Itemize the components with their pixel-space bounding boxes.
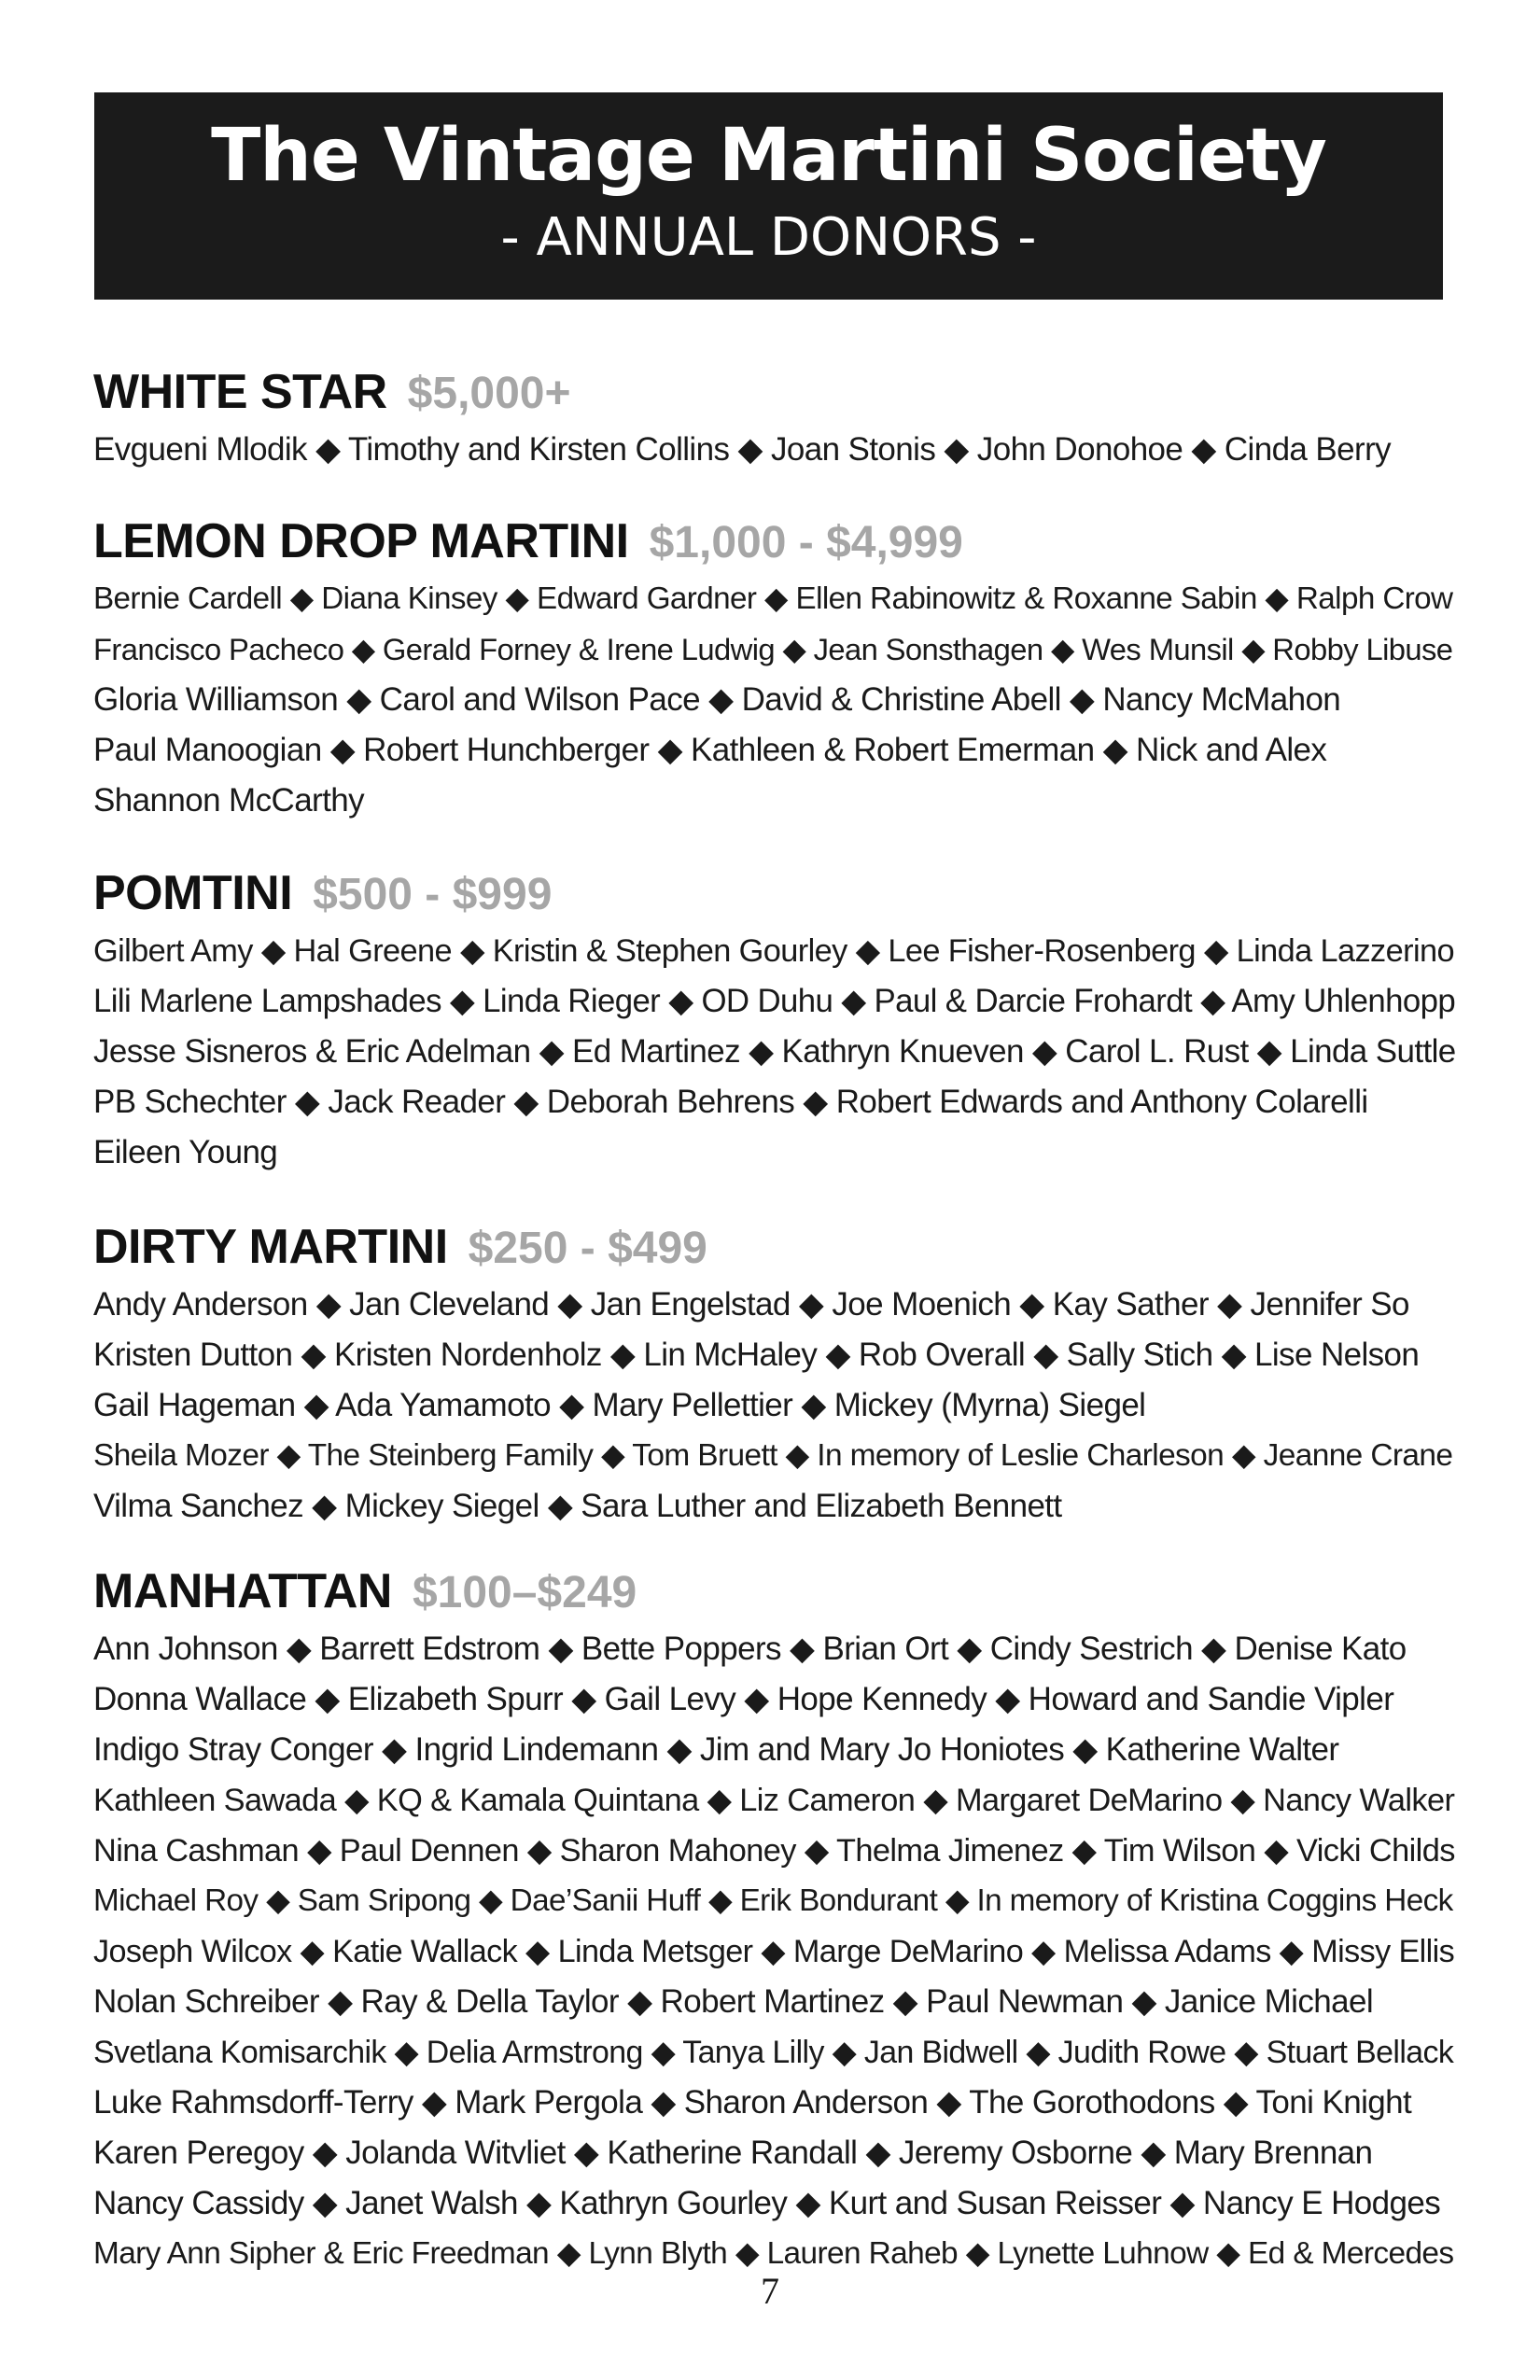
section-heading bbox=[93, 359, 1456, 425]
page-header bbox=[94, 92, 1443, 300]
donor-line: Kristen Dutton ◆ Kristen Nordenholz ◆ Lin McHaley ◆ Rob Overall ◆ Sally Stich ◆ Lise Nelson bbox=[93, 1337, 1420, 1373]
donor-line: Michael Roy ◆ Sam Sripong ◆ Dae’Sanii Huff ◆ Erik Bondurant ◆ In memory of Kristina Coggins Heck bbox=[93, 1883, 1453, 1918]
donor-line: Bernie Cardell ◆ Diana Kinsey ◆ Edward Gardner ◆ Ellen Rabinowitz & Roxanne Sabin ◆ Ralph Crow bbox=[93, 581, 1453, 616]
donor-line: Joseph Wilcox ◆ Katie Wallack ◆ Linda Metsger ◆ Marge DeMarino ◆ Melissa Adams ◆ Missy Ellis bbox=[93, 1934, 1455, 1969]
section-heading bbox=[93, 861, 1456, 926]
donor-line: Nina Cashman ◆ Paul Dennen ◆ Sharon Mahoney ◆ Thelma Jimenez ◆ Tim Wilson ◆ Vicki Childs bbox=[93, 1833, 1455, 1869]
tier-range: $250 - $499 bbox=[468, 1224, 707, 1273]
donor-line: Gloria Williamson ◆ Carol and Wilson Pace ◆ David & Christine Abell ◆ Nancy McMahon bbox=[93, 681, 1341, 718]
section-pomtini bbox=[93, 861, 1456, 1178]
tier-range: $100–$249 bbox=[412, 1568, 637, 1617]
donor-line: Nancy Cassidy ◆ Janet Walsh ◆ Kathryn Gourley ◆ Kurt and Susan Reisser ◆ Nancy E Hodges bbox=[93, 2185, 1441, 2221]
donor-line: PB Schechter ◆ Jack Reader ◆ Deborah Behrens ◆ Robert Edwards and Anthony Colarelli bbox=[93, 1084, 1368, 1120]
page-subtitle: - ANNUAL DONORS - bbox=[500, 207, 1037, 268]
donor-line: Svetlana Komisarchik ◆ Delia Armstrong ◆ Tanya Lilly ◆ Jan Bidwell ◆ Judith Rowe ◆ Stuart Bellack bbox=[93, 2035, 1454, 2070]
tier-name: POMTINI bbox=[93, 866, 293, 920]
donor-line: Lili Marlene Lampshades ◆ Linda Rieger ◆ OD Duhu ◆ Paul & Darcie Frohardt ◆ Amy Uhlenhopp bbox=[93, 984, 1456, 1019]
tier-range: $1,000 - $4,999 bbox=[649, 518, 963, 567]
donor-line: Gail Hageman ◆ Ada Yamamoto ◆ Mary Pellettier ◆ Mickey (Myrna) Siegel bbox=[93, 1387, 1146, 1423]
donor-line: Ann Johnson ◆ Barrett Edstrom ◆ Bette Poppers ◆ Brian Ort ◆ Cindy Sestrich ◆ Denise Kato bbox=[93, 1631, 1407, 1667]
tier-name: MANHATTAN bbox=[93, 1564, 392, 1618]
donor-line: Kathleen Sawada ◆ KQ & Kamala Quintana ◆ Liz Cameron ◆ Margaret DeMarino ◆ Nancy Walker bbox=[93, 1783, 1455, 1818]
donor-line: Luke Rahmsdorff-Terry ◆ Mark Pergola ◆ Sharon Anderson ◆ The Gorothodons ◆ Toni Knight bbox=[93, 2084, 1412, 2121]
donor-line: Eileen Young bbox=[93, 1134, 278, 1170]
section-heading bbox=[93, 1214, 1456, 1280]
donor-line: Mary Ann Sipher & Eric Freedman ◆ Lynn Blyth ◆ Lauren Raheb ◆ Lynette Luhnow ◆ Ed & Mercedes bbox=[93, 2236, 1454, 2271]
donor-line: Andy Anderson ◆ Jan Cleveland ◆ Jan Engelstad ◆ Joe Moenich ◆ Kay Sather ◆ Jennifer So bbox=[93, 1286, 1409, 1323]
donor-line: Karen Peregoy ◆ Jolanda Witvliet ◆ Katherine Randall ◆ Jeremy Osborne ◆ Mary Brennan bbox=[93, 2135, 1373, 2171]
tier-name: WHITE STAR bbox=[93, 365, 387, 419]
donor-line: Gilbert Amy ◆ Hal Greene ◆ Kristin & Stephen Gourley ◆ Lee Fisher-Rosenberg ◆ Linda Lazzerino bbox=[93, 933, 1454, 969]
tier-range: $500 - $999 bbox=[313, 870, 553, 919]
donor-line: Sheila Mozer ◆ The Steinberg Family ◆ Tom Bruett ◆ In memory of Leslie Charleson ◆ Jeanne Crane bbox=[93, 1438, 1453, 1473]
donor-line: Evgueni Mlodik ◆ Timothy and Kirsten Collins ◆ Joan Stonis ◆ John Donohoe ◆ Cinda Berry bbox=[93, 431, 1392, 468]
donor-line: Vilma Sanchez ◆ Mickey Siegel ◆ Sara Luther and Elizabeth Bennett bbox=[93, 1488, 1062, 1524]
page-title: The Vintage Martini Society bbox=[211, 114, 1326, 198]
donor-line: Donna Wallace ◆ Elizabeth Spurr ◆ Gail Levy ◆ Hope Kennedy ◆ Howard and Sandie Vipler bbox=[93, 1681, 1394, 1717]
section-lemon-drop-martini bbox=[93, 509, 1456, 826]
page-number: 7 bbox=[761, 2270, 779, 2312]
section-heading bbox=[93, 509, 1456, 574]
donor-line: Nolan Schreiber ◆ Ray & Della Taylor ◆ Robert Martinez ◆ Paul Newman ◆ Janice Michael bbox=[93, 1983, 1374, 2020]
section-manhattan bbox=[93, 1559, 1456, 2279]
donor-line: Paul Manoogian ◆ Robert Hunchberger ◆ Kathleen & Robert Emerman ◆ Nick and Alex bbox=[93, 732, 1327, 768]
section-white-star bbox=[93, 359, 1456, 475]
tier-name: LEMON DROP MARTINI bbox=[93, 514, 629, 568]
donor-line: Francisco Pacheco ◆ Gerald Forney & Irene Ludwig ◆ Jean Sonsthagen ◆ Wes Munsil ◆ Robby Libuse bbox=[93, 632, 1453, 666]
section-dirty-martini bbox=[93, 1214, 1456, 1532]
donor-line: Shannon McCarthy bbox=[93, 782, 365, 819]
tier-range: $5,000+ bbox=[407, 369, 571, 418]
donor-line: Indigo Stray Conger ◆ Ingrid Lindemann ◆ Jim and Mary Jo Honiotes ◆ Katherine Walter bbox=[93, 1731, 1339, 1768]
tier-name: DIRTY MARTINI bbox=[93, 1220, 448, 1274]
donor-line: Jesse Sisneros & Eric Adelman ◆ Ed Martinez ◆ Kathryn Knueven ◆ Carol L. Rust ◆ Linda Suttle bbox=[93, 1033, 1456, 1070]
section-heading bbox=[93, 1559, 1456, 1624]
